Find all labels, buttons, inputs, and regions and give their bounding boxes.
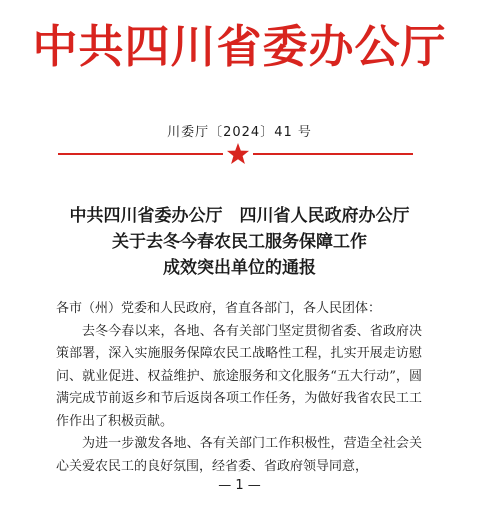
red-star-icon bbox=[226, 143, 250, 165]
notice-title-line: 关于去冬今春农民工服务保障工作 bbox=[112, 232, 367, 252]
notice-title-line: 成效突出单位的通报 bbox=[163, 258, 316, 278]
body-paragraph: 为进一步激发各地、各有关部门工作积极性，营造全社会关心关爱农民工的良好氛围，经省委、省政府领导同意， bbox=[56, 436, 422, 474]
letterhead-divider-left bbox=[58, 153, 223, 155]
letterhead-title: 中共四川省委办公厅 bbox=[32, 20, 447, 73]
page-number: — 1 — bbox=[218, 478, 261, 493]
letterhead-divider-right bbox=[253, 153, 413, 155]
notice-title bbox=[0, 203, 479, 281]
notice-title-line: 中共四川省委办公厅 四川省人民政府办公厅 bbox=[69, 206, 410, 226]
body-paragraph: 去冬今春以来，各地、各有关部门坚定贯彻省委、省政府决策部署，深入实施服务保障农民工战略性工程，扎实开展走访慰问、就业促进、权益维护、旅途服务和文化服务“五大行动”，圆满完成节前返乡和节后返岗各项工作任务，为做好我省农民工工作作出了积极贡献。 bbox=[56, 323, 422, 429]
document-number: 川委厅〔2024〕41 号 bbox=[167, 125, 312, 140]
salutation: 各市（州）党委和人民政府，省直各部门，各人民团体： bbox=[56, 301, 382, 316]
notice-body bbox=[56, 298, 422, 478]
